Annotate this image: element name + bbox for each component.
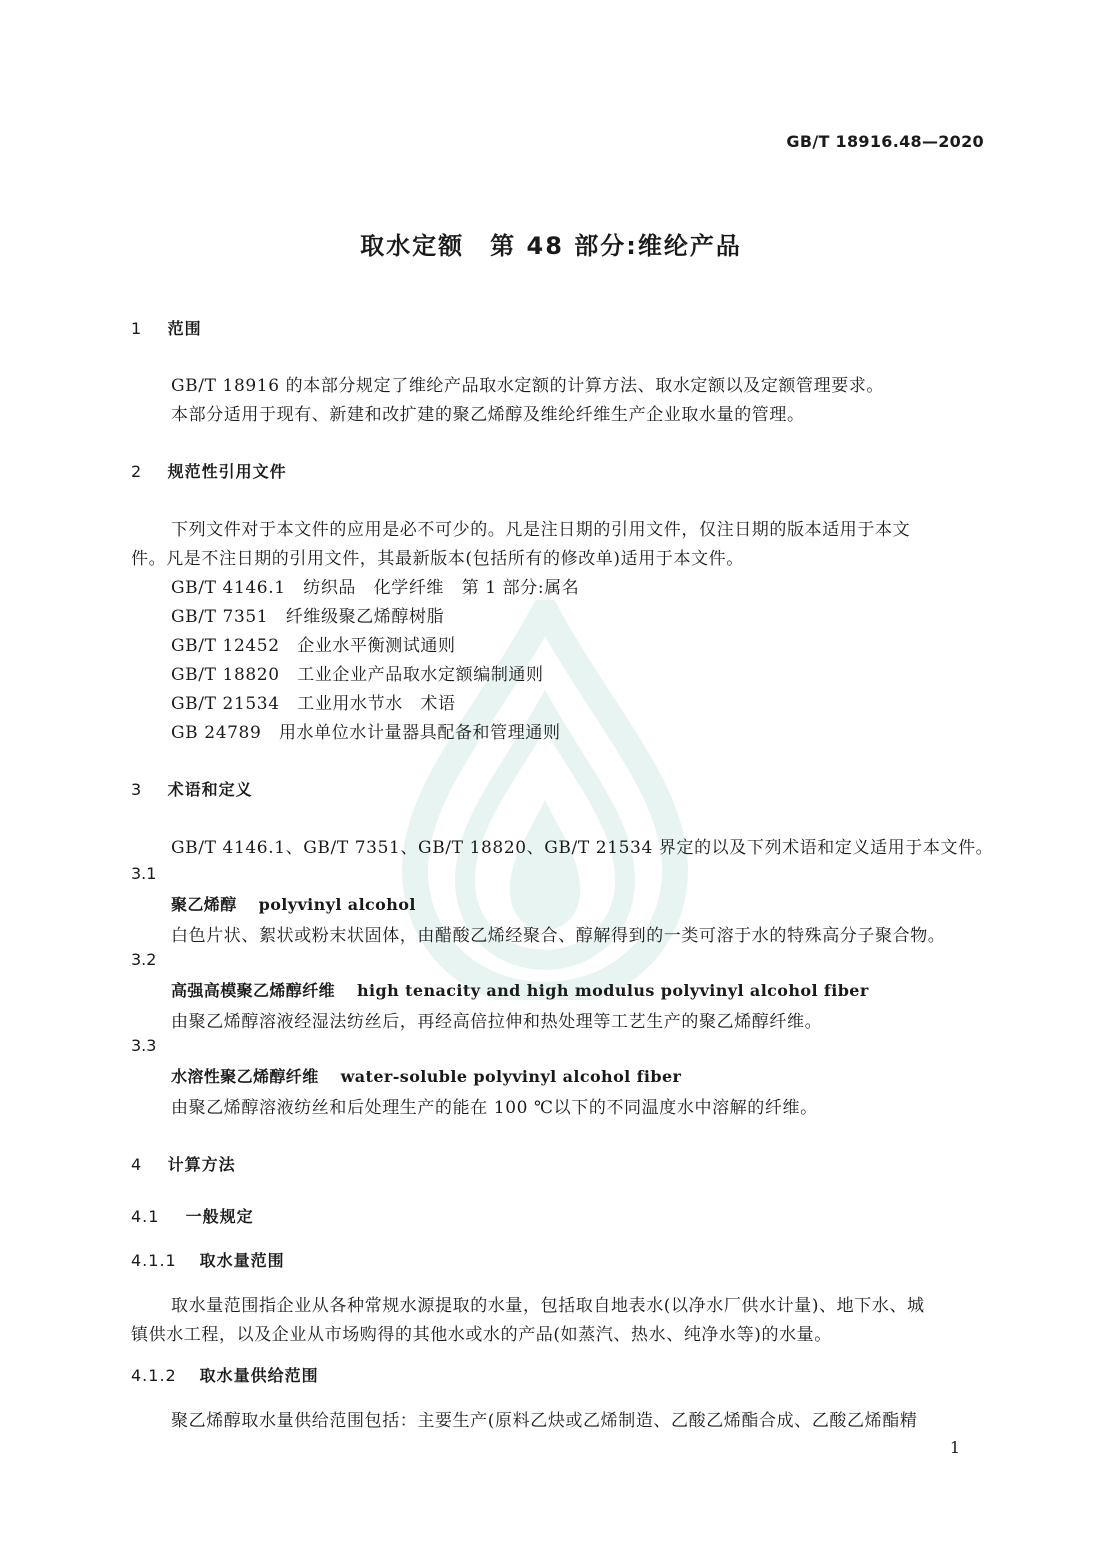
- term-english: polyvinyl alcohol: [258, 895, 416, 914]
- term-chinese: 聚乙烯醇: [171, 895, 237, 914]
- section-number: 4.1.1: [131, 1251, 177, 1270]
- term-number: 3.2: [131, 950, 157, 969]
- term-number: 3.1: [131, 864, 157, 883]
- section-number: 2: [131, 462, 143, 481]
- document-title: 取水定额 第 48 部分:维纶产品: [360, 232, 742, 260]
- terms-intro: GB/T 4146.1、GB/T 7351、GB/T 18820、GB/T 21534 界定的以及下列术语和定义适用于本文件。: [171, 838, 994, 858]
- term-chinese: 高强高模聚乙烯醇纤维: [171, 981, 336, 1000]
- term-english: high tenacity and high modulus polyvinyl alcohol fiber: [357, 981, 869, 1000]
- term-english: water-soluble polyvinyl alcohol fiber: [340, 1067, 682, 1086]
- section-4-1-1-heading: [131, 1248, 285, 1271]
- term-chinese: 水溶性聚乙烯醇纤维: [171, 1067, 319, 1086]
- standard-number: GB/T 18916.48—2020: [786, 132, 984, 151]
- paragraph-4-1-2-line-1: 聚乙烯醇取水量供给范围包括：主要生产(原料乙炔或乙烯制造、乙酸乙烯酯合成、乙酸乙烯酯精: [171, 1411, 918, 1431]
- reference-item: GB/T 4146.1 纺织品 化学纤维 第 1 部分:属名: [171, 578, 580, 598]
- section-title: 范围: [167, 319, 202, 338]
- section-2-heading: [131, 459, 287, 482]
- section-1-heading: [131, 316, 202, 339]
- section-4-1-2-heading: [131, 1363, 319, 1386]
- section-title: 取水量范围: [199, 1251, 285, 1270]
- reference-item: GB/T 21534 工业用水节水 术语: [171, 694, 456, 714]
- reference-item: GB/T 7351 纤维级聚乙烯醇树脂: [171, 607, 445, 627]
- paragraph-4-1-1-line-2: 镇供水工程，以及企业从市场购得的其他水或水的产品(如蒸汽、热水、纯净水等)的水量。: [131, 1325, 832, 1345]
- reference-item: GB/T 12452 企业水平衡测试通则: [171, 636, 456, 656]
- term-heading: [171, 892, 416, 915]
- reference-item: GB 24789 用水单位水计量器具配备和管理通则: [171, 723, 561, 743]
- section-number: 4.1: [131, 1207, 160, 1226]
- term-heading: [171, 978, 869, 1001]
- term-number: 3.3: [131, 1036, 157, 1055]
- term-definition: 由聚乙烯醇溶液经湿法纺丝后，再经高倍拉伸和热处理等工艺生产的聚乙烯醇纤维。: [171, 1012, 823, 1032]
- section-4-1-heading: [131, 1204, 254, 1227]
- section-number: 4: [131, 1155, 143, 1174]
- term-definition: 白色片状、絮状或粉末状固体，由醋酸乙烯经聚合、醇解得到的一类可溶于水的特殊高分子聚合物。: [171, 926, 946, 946]
- section-4-heading: [131, 1152, 236, 1175]
- normative-intro-line-2: 件。凡是不注日期的引用文件，其最新版本(包括所有的修改单)适用于本文件。: [131, 549, 744, 569]
- section-title: 取水量供给范围: [199, 1366, 319, 1385]
- scope-paragraph-2: 本部分适用于现有、新建和改扩建的聚乙烯醇及维纶纤维生产企业取水量的管理。: [171, 405, 805, 425]
- page-number: 1: [949, 1438, 960, 1457]
- paragraph-4-1-1-line-1: 取水量范围指企业从各种常规水源提取的水量，包括取自地表水(以净水厂供水计量)、地下水、城: [171, 1296, 925, 1316]
- reference-item: GB/T 18820 工业企业产品取水定额编制通则: [171, 665, 544, 685]
- section-title: 规范性引用文件: [167, 462, 287, 481]
- normative-intro-line-1: 下列文件对于本文件的应用是必不可少的。凡是注日期的引用文件，仅注日期的版本适用于本文: [171, 520, 911, 540]
- section-3-heading: [131, 777, 253, 800]
- section-title: 术语和定义: [167, 780, 253, 799]
- section-number: 4.1.2: [131, 1366, 177, 1385]
- term-heading: [171, 1064, 681, 1087]
- scope-paragraph-1: GB/T 18916 的本部分规定了维纶产品取水定额的计算方法、取水定额以及定额管理要求。: [171, 376, 885, 396]
- section-title: 计算方法: [167, 1155, 236, 1174]
- section-number: 3: [131, 780, 143, 799]
- section-number: 1: [131, 319, 143, 338]
- term-definition: 由聚乙烯醇溶液纺丝和后处理生产的能在 100 ℃以下的不同温度水中溶解的纤维。: [171, 1098, 818, 1118]
- section-title: 一般规定: [185, 1207, 254, 1226]
